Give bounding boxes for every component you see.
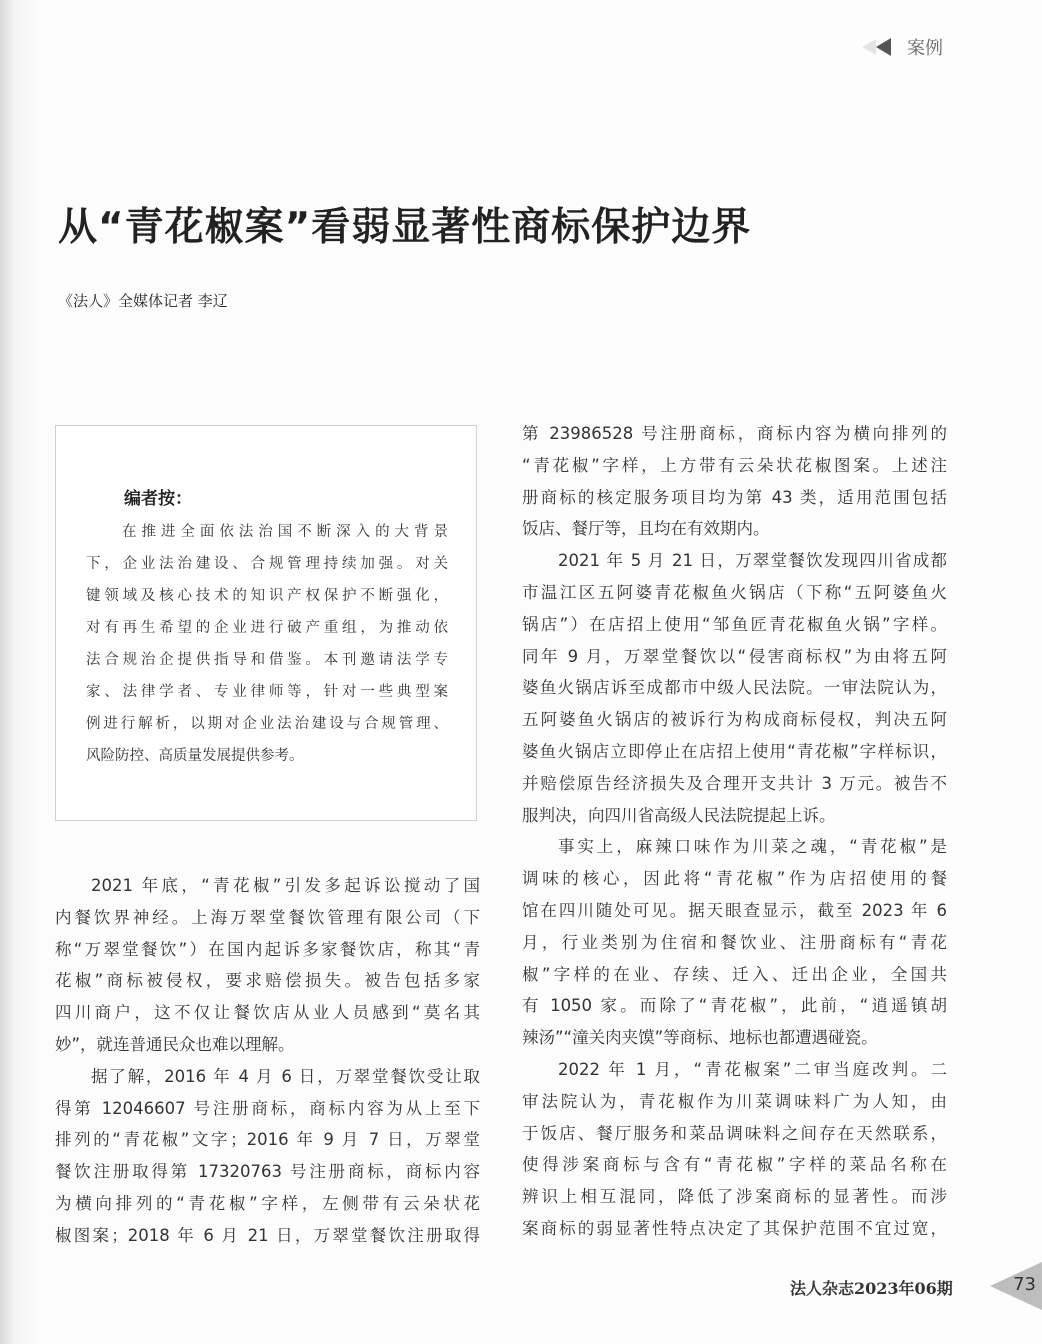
text-line: 婆鱼火锅店立即停止在店招上使用“青花椒”字样标识，	[522, 741, 947, 761]
text-line: 审法院认为，青花椒作为川菜调味料广为人知，由	[522, 1091, 947, 1111]
text-line: 法合规治企提供指导和借鉴。本刊邀请法学专	[86, 652, 448, 668]
left-column	[55, 870, 480, 1252]
text-line: 月，行业类别为住宿和餐饮业、注册商标有“青花	[522, 932, 947, 952]
text-line: 2021 年 5 月 21 日，万翠堂餐饮发现四川省成都	[558, 551, 947, 571]
editor-note-text	[86, 516, 448, 772]
text-line: 在推进全面依法治国不断深入的大背景	[122, 524, 448, 540]
text-line: 婆鱼火锅店诉至成都市中级人民法院。一审法院认为，	[522, 678, 947, 698]
text-line: 锅店”）在店招上使用“邹鱼匠青花椒鱼火锅”字样。	[522, 614, 947, 634]
section-tag	[862, 34, 943, 60]
text-line: 键领域及核心技术的知识产权保护不断强化，	[86, 588, 448, 604]
text-line: 据了解，2016 年 4 月 6 日，万翠堂餐饮受让取	[91, 1066, 480, 1086]
text-line: 事实上，麻辣口味作为川菜之魂，“青花椒”是	[558, 837, 947, 857]
text-line: 妙”，就连普通民众也难以理解。	[55, 1034, 295, 1054]
text-line: 第 23986528 号注册商标，商标内容为横向排列的	[522, 424, 947, 443]
text-line: 椒”字样的在业、存续、迁入、迁出企业，全国共	[522, 964, 947, 984]
text-line: 椒图案；2018 年 6 月 21 日，万翠堂餐饮注册取得	[55, 1225, 480, 1245]
page-number: 73	[1013, 1274, 1036, 1295]
text-line: “青花椒”字样，上方带有云朵状花椒图案。上述注	[522, 455, 947, 475]
text-line: 五阿婆鱼火锅店的被诉行为构成商标侵权，判决五阿	[522, 710, 947, 730]
text-line: 花椒”商标被侵权，要求赔偿损失。被告包括多家	[55, 971, 480, 991]
text-line: 内餐饮界神经。上海万翠堂餐饮管理有限公司（下	[55, 907, 480, 927]
text-line: 辨识上相互混同，降低了涉案商标的显著性。而涉	[522, 1187, 947, 1207]
article-byline: 《法人》全媒体记者 李辽	[58, 292, 228, 310]
text-line: 馆在四川随处可见。据天眼查显示，截至 2023 年 6	[522, 900, 947, 920]
text-line: 有 1050 家。而除了“青花椒”，此前，“逍遥镇胡	[522, 996, 947, 1016]
text-line: 对有再生希望的企业进行破产重组，为推动依	[86, 620, 448, 636]
text-line: 排列的“青花椒”文字；2016 年 9 月 7 日，万翠堂	[55, 1130, 480, 1150]
text-line: 下，企业法治建设、合规管理持续加强。对关	[86, 556, 448, 572]
text-line: 市温江区五阿婆青花椒鱼火锅店（下称“五阿婆鱼火	[522, 582, 947, 602]
text-line: 调味的核心，因此将“青花椒”作为店招使用的餐	[522, 869, 947, 889]
left-arrow-triangle-icon	[876, 38, 891, 56]
text-line: 2021 年底，“青花椒”引发多起诉讼搅动了国	[91, 876, 480, 895]
text-line: 服判决，向四川省高级人民法院提起上诉。	[522, 805, 836, 825]
text-line: 同年 9 月，万翠堂餐饮以“侵害商标权”为由将五阿	[522, 646, 947, 666]
text-line: 于饭店、餐厅服务和菜品调味料之间存在天然联系，	[522, 1123, 947, 1143]
article-title: 从“青花椒案”看弱显著性商标保护边界	[58, 205, 752, 250]
text-line: 餐饮注册取得第 17320763 号注册商标，商标内容	[55, 1162, 480, 1182]
text-line: 家、法律学者、专业律师等，针对一些典型案	[86, 684, 448, 700]
left-arrow-outline-icon	[862, 39, 876, 55]
text-line: 并赔偿原告经济损失及合理开支共计 3 万元。被告不	[522, 773, 947, 793]
text-line: 2022 年 1 月，“青花椒案”二审当庭改判。二	[558, 1059, 947, 1079]
text-line: 风险防控、高质量发展提供参考。	[86, 748, 304, 764]
text-line: 册商标的核定服务项目均为第 43 类，适用范围包括	[522, 487, 947, 507]
editor-note-box	[55, 425, 477, 821]
right-column	[522, 418, 947, 1245]
editor-note-heading: 编者按：	[124, 489, 192, 509]
text-line: 使得涉案商标与含有“青花椒”字样的菜品名称在	[522, 1155, 947, 1175]
text-line: 四川商户，这不仅让餐饮店从业人员感到“莫名其	[55, 1003, 480, 1023]
text-line: 称“万翠堂餐饮”）在国内起诉多家餐饮店，称其“青	[55, 939, 480, 959]
text-line: 饭店、餐厅等，且均在有效期内。	[522, 519, 770, 539]
text-line: 例进行解析，以期对企业法治建设与合规管理、	[86, 716, 448, 732]
text-line: 辣汤”“潼关肉夹馍”等商标、地标也都遭遇碰瓷。	[522, 1028, 878, 1048]
section-label: 案例	[907, 38, 943, 59]
publication-footer: 法人杂志2023年06期	[790, 1279, 953, 1298]
text-line: 得第 12046607 号注册商标，商标内容为从上至下	[55, 1098, 480, 1118]
text-line: 案商标的弱显著性特点决定了其保护范围不宜过宽，	[522, 1218, 947, 1238]
text-line: 为横向排列的“青花椒”字样，左侧带有云朵状花	[55, 1193, 480, 1213]
